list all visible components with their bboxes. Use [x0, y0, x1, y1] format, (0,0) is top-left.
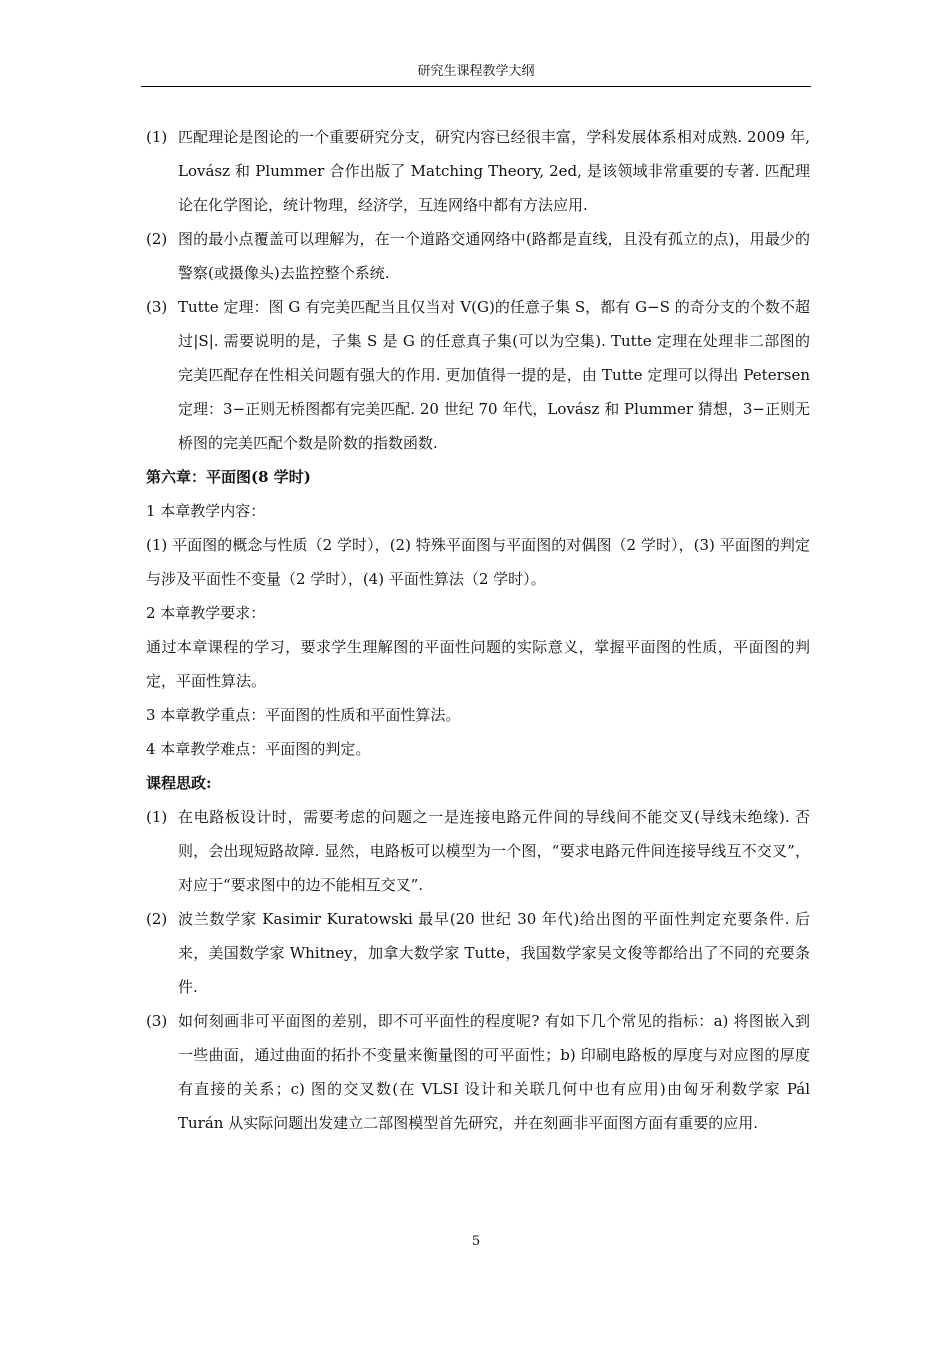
page-header — [141, 62, 811, 87]
item-text: 图的最小点覆盖可以理解为，在一个道路交通网络中(路都是直线，且没有孤立的点)，用最少的警察(或摄像头)去监控整个系统. — [178, 230, 810, 282]
chapter-title: 第六章：平面图(8 学时) — [146, 468, 311, 486]
item-text: 在电路板设计时，需要考虑的问题之一是连接电路元件间的导线间不能交叉(导线未绝缘). 否则，会出现短路故障. 显然，电路板可以模型为一个图，“要求电路元件间连接导线互不交叉”，对应于“要求图中的边不能相互交叉”. — [178, 808, 810, 894]
ideology-title: 课程思政: — [146, 774, 212, 792]
content-text: (1) 平面图的概念与性质（2 学时），(2) 特殊平面图与平面图的对偶图（2 学时），(3) 平面图的判定与涉及平面性不变量（2 学时），(4) 平面性算法（2 学时）。 — [146, 536, 810, 588]
requirements-label: 2 本章教学要求： — [146, 604, 266, 622]
difficulties: 4 本章教学难点：平面图的判定。 — [146, 740, 371, 758]
list-item — [146, 222, 810, 290]
list-item — [146, 902, 810, 1004]
item-number: (1) — [146, 128, 168, 146]
item-text: 如何刻画非可平面图的差别，即不可平面性的程度呢? 有如下几个常见的指标：a) 将图嵌入到一些曲面，通过曲面的拓扑不变量来衡量图的可平面性；b) 印刷电路板的厚度与对应图的厚度有直接的关系；c) 图的交叉数(在 VLSI 设计和关联几何中也有应用)由匈牙利数学家 Pál Turán 从实际问题出发建立二部图模型首先研究，并在刻画非平面图方面有重要的应用. — [178, 1012, 810, 1132]
item-number: (1) — [146, 808, 168, 826]
requirements-text: 通过本章课程的学习，要求学生理解图的平面性问题的实际意义，掌握平面图的性质，平面图的判定，平面性算法。 — [146, 638, 810, 690]
list-item — [146, 120, 810, 222]
list-item — [146, 1004, 810, 1140]
item-number: (2) — [146, 230, 168, 248]
item-number: (2) — [146, 910, 168, 928]
page-footer — [141, 1232, 811, 1252]
item-number: (3) — [146, 298, 168, 316]
key-points: 3 本章教学重点：平面图的性质和平面性算法。 — [146, 706, 461, 724]
list-item — [146, 290, 810, 460]
item-text: Tutte 定理：图 G 有完美匹配当且仅当对 V(G)的任意子集 S，都有 G−S 的奇分支的个数不超过|S|. 需要说明的是，子集 S 是 G 的任意真子集(可以为空集). Tutte 定理在处理非二部图的完美匹配存在性相关问题有强大的作用. 更加值得一提的是，由 Tutte 定理可以得出 Petersen 定理：3−正则无桥图都有完美匹配. 20 世纪 70 年代，Lovász 和 Plummer 猜想，3−正则无桥图的完美匹配个数是阶数的指数函数. — [178, 298, 810, 452]
content-label: 1 本章教学内容： — [146, 502, 266, 520]
document-body — [146, 120, 810, 1140]
list-item — [146, 800, 810, 902]
item-number: (3) — [146, 1012, 168, 1030]
item-text: 波兰数学家 Kasimir Kuratowski 最早(20 世纪 30 年代)给出图的平面性判定充要条件. 后来，美国数学家 Whitney，加拿大数学家 Tutte，我国数学家吴文俊等都给出了不同的充要条件. — [178, 910, 810, 996]
item-text: 匹配理论是图论的一个重要研究分支，研究内容已经很丰富，学科发展体系相对成熟. 2009 年, Lovász 和 Plummer 合作出版了 Matching Theory, 2ed, 是该领域非常重要的专著. 匹配理论在化学图论，统计物理，经济学，互连网络中都有方法应用. — [178, 128, 810, 214]
page-number: 5 — [471, 1234, 481, 1249]
header-title: 研究生课程教学大纲 — [417, 64, 535, 79]
